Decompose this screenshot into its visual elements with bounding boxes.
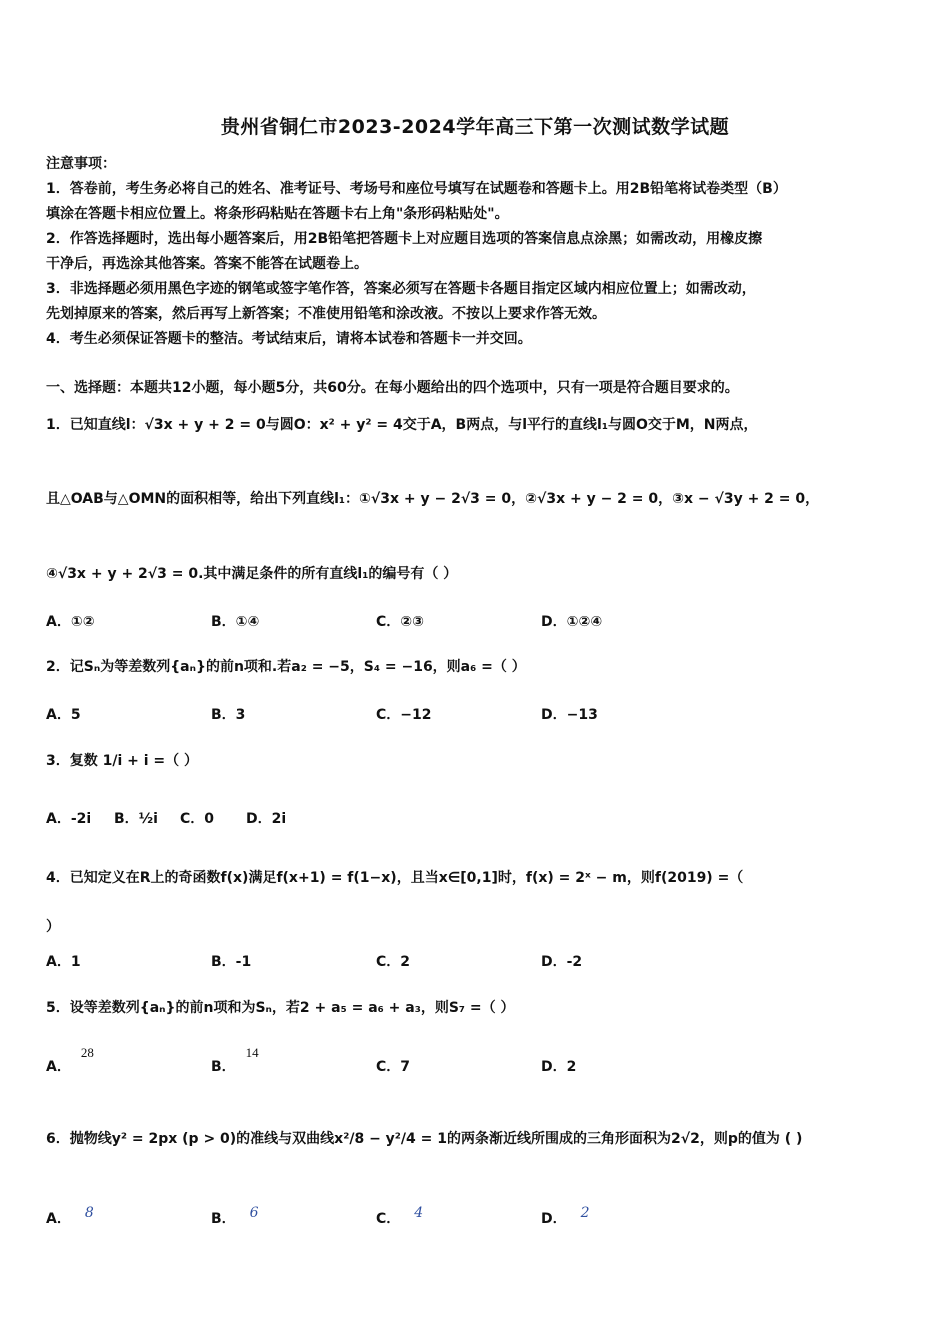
q5-option-b (211, 1045, 259, 1076)
q1-line-3: ④√3x + y + 2√3 = 0.其中满足条件的所有直线l₁的编号有（ ） (46, 566, 458, 582)
q3-option-b: B．½i (114, 811, 158, 827)
q5-option-d: D．2 (541, 1059, 577, 1075)
q5-option-b-value: 14 (245, 1045, 259, 1060)
q6-option-d (541, 1205, 590, 1228)
q1-option-a: A．①② (46, 614, 95, 630)
q1-option-d: D．①②④ (541, 614, 603, 630)
q3-option-c: C．0 (180, 811, 215, 827)
q5-option-c: C．7 (376, 1059, 411, 1075)
q2-option-d: D．−13 (541, 707, 598, 723)
q2-line-1: 2．记Sₙ为等差数列{aₙ}的前n项和.若a₂ = −5，S₄ = −16，则a₆ =（ ） (46, 659, 526, 675)
q6-option-a (46, 1205, 94, 1228)
notice-heading: 注意事项： (46, 156, 116, 172)
q6-option-b-value: 6 (249, 1205, 259, 1221)
notice-line-1: 1．答卷前，考生务必将自己的姓名、准考证号、考场号和座位号填写在试题卷和答题卡上。用2B铅笔将试卷类型（B） (46, 181, 787, 197)
section-heading: 一、选择题：本题共12小题，每小题5分，共60分。在每小题给出的四个选项中，只有一项是符合题目要求的。 (46, 380, 739, 396)
q6-option-a-value: 8 (84, 1205, 94, 1221)
q5-option-b-label: B． (211, 1059, 236, 1075)
q6-line-1: 6．抛物线y² = 2px (p > 0)的准线与双曲线x²/8 − y²/4 = 1的两条渐近线所围成的三角形面积为2√2，则p的值为 ( ) (46, 1131, 803, 1147)
q2-option-b: B．3 (211, 707, 246, 723)
page-title: 贵州省铜仁市2023-2024学年高三下第一次测试数学试题 (220, 116, 730, 138)
q4-option-a: A．1 (46, 954, 81, 970)
q1-line-2: 且△OAB与△OMN的面积相等，给出下列直线l₁：①√3x + y − 2√3 = 0，②√3x + y − 2 = 0，③x − √3y + 2 = 0， (46, 491, 820, 507)
q1-option-c: C．②③ (376, 614, 424, 630)
notice-line-7: 4．考生必须保证答题卡的整洁。考试结束后，请将本试卷和答题卡一并交回。 (46, 331, 532, 347)
q3-line-1: 3．复数 1/i + i =（ ） (46, 753, 199, 769)
notice-line-5: 3．非选择题必须用黑色字迹的钢笔或签字笔作答，答案必须写在答题卡各题目指定区域内相应位置上；如需改动， (46, 281, 756, 297)
q4-line-1: 4．已知定义在R上的奇函数f(x)满足f(x+1) = f(1−x)，且当x∈[0,1]时，f(x) = 2ˣ − m，则f(2019) =（ (46, 870, 744, 886)
notice-line-6: 先划掉原来的答案，然后再写上新答案；不准使用铅笔和涂改液。不按以上要求作答无效。 (46, 306, 606, 322)
q2-option-a: A．5 (46, 707, 81, 723)
notice-line-4: 干净后，再选涂其他答案。答案不能答在试题卷上。 (46, 256, 368, 272)
q6-option-a-label: A． (46, 1211, 71, 1227)
q5-option-a-value: 28 (80, 1045, 94, 1060)
q4-option-b: B．-1 (211, 954, 252, 970)
q6-option-d-label: D． (541, 1211, 567, 1227)
q1-line-1: 1．已知直线l：√3x + y + 2 = 0与圆O：x² + y² = 4交于A，B两点，与l平行的直线l₁与圆O交于M，N两点， (46, 417, 758, 433)
q3-option-d: D．2i (246, 811, 287, 827)
q4-option-c: C．2 (376, 954, 411, 970)
q4-option-d: D．-2 (541, 954, 583, 970)
q3-option-a: A．-2i (46, 811, 92, 827)
q5-option-a (46, 1045, 94, 1076)
notice-line-2: 填涂在答题卡相应位置上。将条形码粘贴在答题卡右上角"条形码粘贴处"。 (46, 206, 509, 222)
q6-option-c-value: 4 (414, 1205, 424, 1221)
q4-line-2: ） (46, 919, 60, 935)
q6-option-c-label: C． (376, 1211, 401, 1227)
notice-line-3: 2．作答选择题时，选出每小题答案后，用2B铅笔把答题卡上对应题目选项的答案信息点涂黑；如需改动，用橡皮擦 (46, 231, 763, 247)
q2-option-c: C．−12 (376, 707, 432, 723)
q5-option-a-label: A． (46, 1059, 71, 1075)
q6-option-c (376, 1205, 424, 1228)
q6-option-b (211, 1205, 259, 1228)
q5-line-1: 5．设等差数列{aₙ}的前n项和为Sₙ，若2 + a₅ = a₆ + a₃，则S₇ =（ ） (46, 1000, 515, 1016)
q1-option-b: B．①④ (211, 614, 260, 630)
q6-option-d-value: 2 (580, 1205, 590, 1221)
q6-option-b-label: B． (211, 1211, 236, 1227)
